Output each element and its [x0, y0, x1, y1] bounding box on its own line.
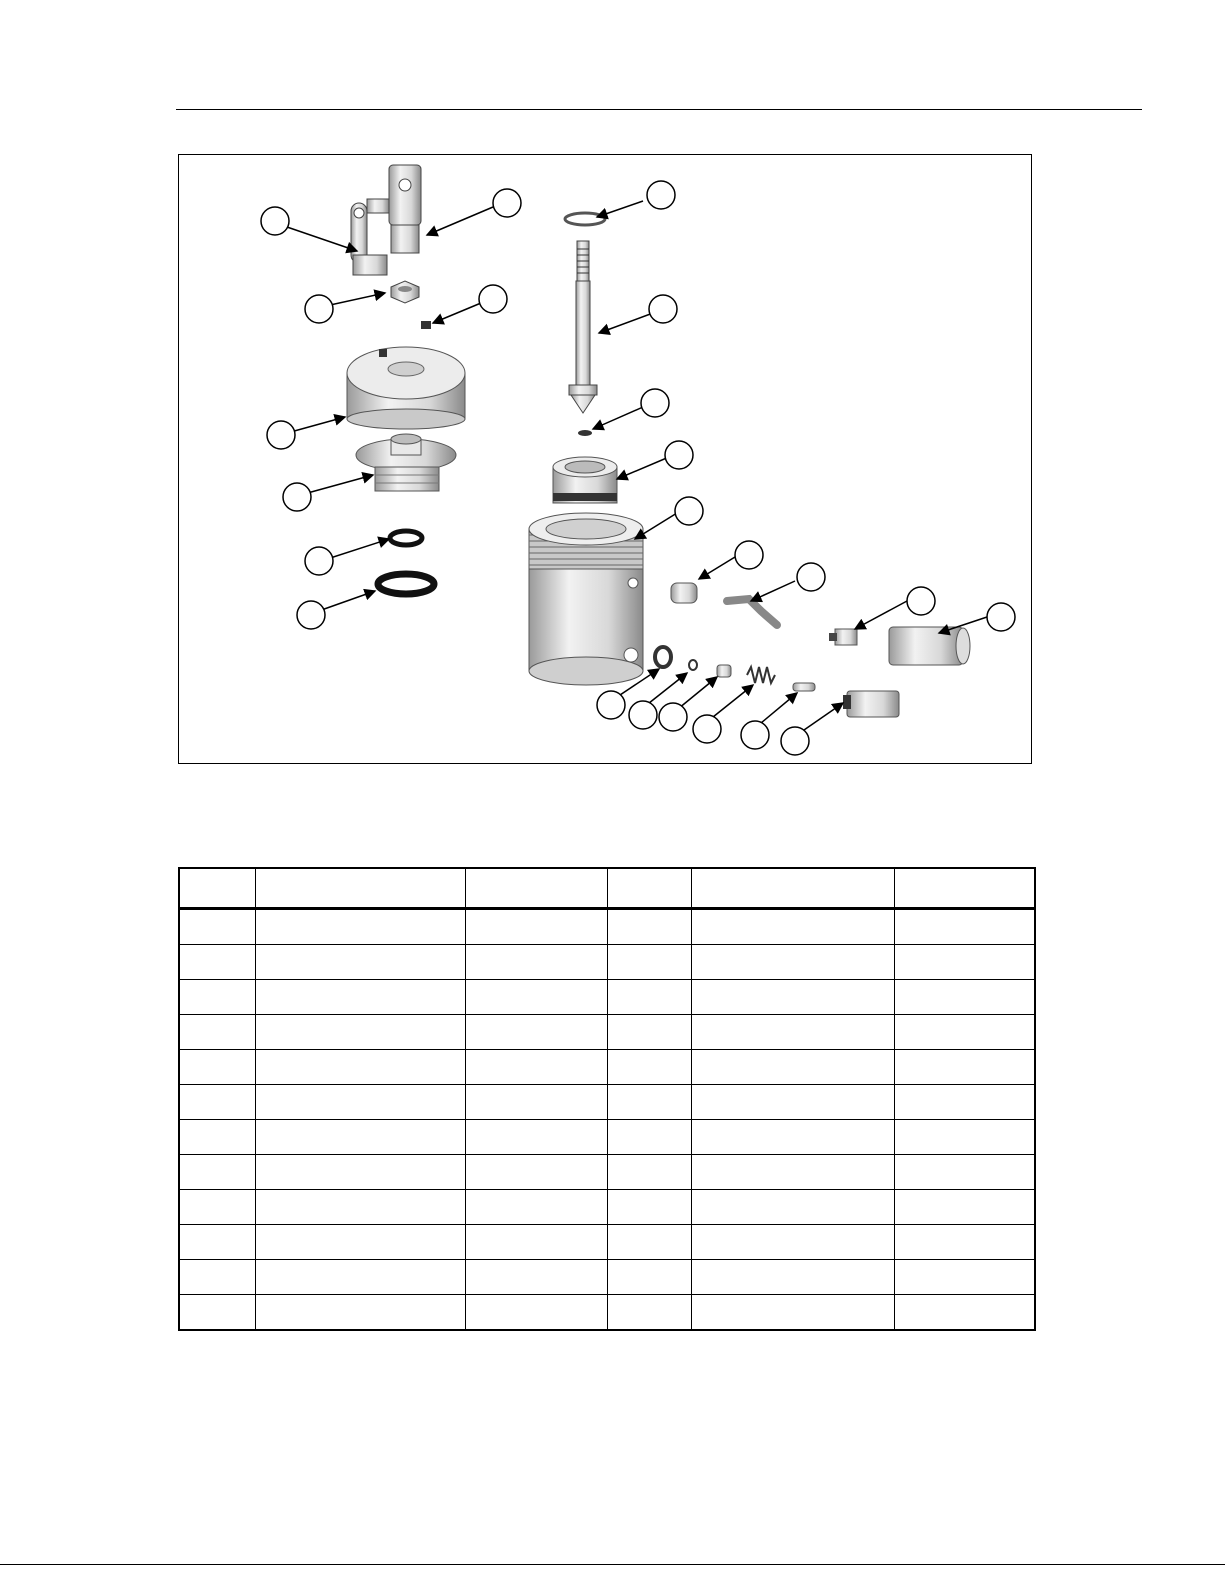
hex-nut-part: [391, 281, 419, 303]
table-cell: [179, 1260, 255, 1295]
table-row: [179, 909, 1035, 945]
table-cell: [691, 1015, 894, 1050]
callout-balloon: [781, 727, 809, 755]
table-cell: [607, 1155, 691, 1190]
callout-balloon: [693, 715, 721, 743]
table-cell: [894, 1085, 1035, 1120]
washer-part: [565, 213, 605, 225]
port-seal-part: [655, 647, 671, 667]
callout-balloon: [987, 603, 1015, 631]
bushing-part: [671, 583, 697, 603]
table-header-row: [179, 868, 1035, 909]
table-cell: [691, 1120, 894, 1155]
table-cell: [255, 945, 465, 980]
table-cell: [255, 1015, 465, 1050]
shaft-part: [569, 241, 597, 413]
callout-balloon: [647, 181, 675, 209]
table-cell: [894, 1155, 1035, 1190]
table-cell: [894, 1190, 1035, 1225]
table-row: [179, 1015, 1035, 1050]
table-cell: [465, 1190, 607, 1225]
spring-part: [747, 667, 775, 683]
table-cell: [607, 980, 691, 1015]
callout-balloon: [493, 189, 521, 217]
table-cell: [465, 1120, 607, 1155]
table-row: [179, 1225, 1035, 1260]
adapter-fitting-part: [829, 629, 857, 645]
callout-balloon: [665, 441, 693, 469]
table-cell: [691, 1225, 894, 1260]
table-cell: [894, 945, 1035, 980]
table-cell: [179, 1120, 255, 1155]
table-cell: [179, 1015, 255, 1050]
table-cell: [894, 1260, 1035, 1295]
table-cell: [179, 1155, 255, 1190]
table-cell: [894, 1050, 1035, 1085]
table-cell: [894, 1295, 1035, 1331]
table-cell: [179, 945, 255, 980]
header-cell: [179, 868, 255, 909]
table-cell: [179, 1295, 255, 1331]
table-cell: [179, 909, 255, 945]
callout-balloon: [261, 207, 289, 235]
callout-balloon: [641, 389, 669, 417]
clevis-part: [389, 165, 421, 253]
exploded-view-drawing: [179, 155, 1033, 765]
poppet-part: [717, 665, 731, 677]
table-cell: [607, 945, 691, 980]
table-cell: [691, 909, 894, 945]
header-cell: [691, 868, 894, 909]
callout-balloon: [797, 563, 825, 591]
callout-balloon: [675, 497, 703, 525]
footer-rule: [0, 1564, 1225, 1565]
table-row: [179, 1190, 1035, 1225]
table-cell: [894, 980, 1035, 1015]
table-cell: [255, 1260, 465, 1295]
table-cell: [465, 980, 607, 1015]
header-cell: [465, 868, 607, 909]
tiny-seal-part: [689, 660, 697, 670]
table-cell: [255, 1190, 465, 1225]
table-cell: [255, 1225, 465, 1260]
table-cell: [465, 1295, 607, 1331]
table-cell: [607, 1015, 691, 1050]
table-row: [179, 980, 1035, 1015]
table-row: [179, 945, 1035, 980]
retaining-clip-part: [578, 430, 592, 436]
header-cell: [607, 868, 691, 909]
table-cell: [179, 1190, 255, 1225]
table-row: [179, 1085, 1035, 1120]
table-cell: [607, 1190, 691, 1225]
callout-balloon: [267, 421, 295, 449]
table-cell: [465, 1015, 607, 1050]
parts-list-table: [178, 867, 1036, 1331]
table-row: [179, 1120, 1035, 1155]
table-cell: [255, 1120, 465, 1155]
piston-part: [356, 434, 456, 491]
coupling-part: [889, 627, 970, 665]
table-row: [179, 1050, 1035, 1085]
table-cell: [179, 1225, 255, 1260]
callout-balloon: [305, 547, 333, 575]
table-cell: [255, 909, 465, 945]
table-cell: [465, 1050, 607, 1085]
callout-balloon: [283, 483, 311, 511]
table-cell: [255, 1295, 465, 1331]
callout-balloon: [659, 703, 687, 731]
table-cell: [894, 1015, 1035, 1050]
callout-balloon: [629, 701, 657, 729]
callout-balloon: [479, 285, 507, 313]
table-cell: [179, 1085, 255, 1120]
table-cell: [691, 1260, 894, 1295]
table-cell: [607, 1295, 691, 1331]
tube-part: [727, 599, 777, 625]
table-cell: [607, 1050, 691, 1085]
table-cell: [465, 1155, 607, 1190]
table-cell: [691, 1085, 894, 1120]
cylinder-body-part: [529, 513, 643, 685]
callout-balloon: [597, 691, 625, 719]
header-cell: [894, 868, 1035, 909]
table-cell: [894, 1120, 1035, 1155]
table-cell: [691, 1295, 894, 1331]
rod-eye-part: [351, 199, 389, 275]
table-row: [179, 1260, 1035, 1295]
table-row: [179, 1155, 1035, 1190]
table-cell: [255, 1050, 465, 1085]
gland-part: [553, 457, 617, 503]
small-o-ring-part: [390, 531, 422, 545]
table-cell: [465, 1260, 607, 1295]
header-cell: [255, 868, 465, 909]
cap-part: [347, 347, 465, 429]
pin-part: [793, 683, 815, 691]
table-cell: [465, 909, 607, 945]
table-cell: [255, 1085, 465, 1120]
table-cell: [607, 909, 691, 945]
table-cell: [255, 1155, 465, 1190]
table-cell: [607, 1225, 691, 1260]
table-cell: [691, 1190, 894, 1225]
callout-balloon: [649, 295, 677, 323]
exploded-view-figure: [178, 154, 1032, 764]
table-cell: [691, 945, 894, 980]
table-cell: [691, 980, 894, 1015]
set-screw-part: [421, 321, 431, 329]
callout-balloon: [907, 587, 935, 615]
table-cell: [607, 1085, 691, 1120]
table-cell: [179, 980, 255, 1015]
callout-balloon: [735, 541, 763, 569]
table-row: [179, 1295, 1035, 1331]
table-cell: [465, 1225, 607, 1260]
table-cell: [894, 909, 1035, 945]
table-cell: [691, 1155, 894, 1190]
callout-balloon: [741, 721, 769, 749]
callout-balloon: [297, 601, 325, 629]
callout-balloon: [305, 295, 333, 323]
table-cell: [894, 1225, 1035, 1260]
table-cell: [465, 945, 607, 980]
header-rule: [176, 109, 1142, 110]
check-valve-body-part: [843, 691, 899, 717]
table-cell: [607, 1260, 691, 1295]
table-cell: [691, 1050, 894, 1085]
large-o-ring-part: [378, 574, 434, 594]
table-cell: [465, 1085, 607, 1120]
table-cell: [179, 1050, 255, 1085]
table-cell: [607, 1120, 691, 1155]
table-cell: [255, 980, 465, 1015]
